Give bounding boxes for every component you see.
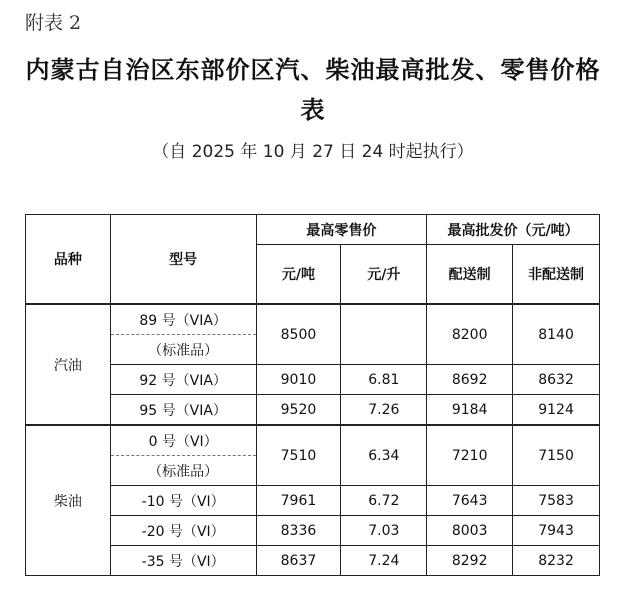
wholesale-delivery-cell: 8292 — [427, 546, 513, 576]
wholesale-non-delivery-cell: 7150 — [513, 425, 600, 486]
wholesale-delivery-cell: 9184 — [427, 395, 513, 426]
page-title-continued: 表 — [300, 95, 326, 124]
retail-liter-cell: 6.81 — [341, 365, 427, 395]
model-cell: 0 号（VI） — [110, 425, 256, 456]
header-model: 型号 — [110, 215, 256, 305]
header-yuan-per-ton: 元/吨 — [256, 245, 341, 305]
header-wholesale-group: 最高批发价（元/吨） — [427, 215, 600, 245]
effective-date: （自 2025 年 10 月 27 日 24 时起执行） — [152, 142, 474, 162]
retail-ton-cell: 8500 — [256, 304, 341, 365]
wholesale-delivery-cell: 8692 — [427, 365, 513, 395]
header-yuan-per-liter: 元/升 — [341, 245, 427, 305]
retail-liter-cell: 7.03 — [341, 516, 427, 546]
wholesale-non-delivery-cell: 8232 — [513, 546, 600, 576]
variety-gasoline: 汽油 — [26, 304, 111, 425]
retail-ton-cell: 9010 — [256, 365, 341, 395]
model-note-cell: （标准品） — [110, 456, 256, 486]
wholesale-delivery-cell: 8003 — [427, 516, 513, 546]
wholesale-non-delivery-cell: 9124 — [513, 395, 600, 426]
table-row — [26, 486, 600, 516]
header-variety: 品种 — [26, 215, 111, 305]
annex-label: 附表 2 — [25, 12, 82, 34]
model-cell: 89 号（VIA） — [110, 304, 256, 335]
price-table — [25, 214, 600, 576]
wholesale-non-delivery-cell: 7583 — [513, 486, 600, 516]
retail-ton-cell: 8637 — [256, 546, 341, 576]
retail-liter-cell — [341, 304, 427, 365]
table-row — [26, 516, 600, 546]
wholesale-delivery-cell: 7210 — [427, 425, 513, 486]
retail-ton-cell: 7961 — [256, 486, 341, 516]
wholesale-delivery-cell: 7643 — [427, 486, 513, 516]
variety-diesel: 柴油 — [26, 425, 111, 576]
model-cell: -35 号（VI） — [110, 546, 256, 576]
retail-ton-cell: 7510 — [256, 425, 341, 486]
table-row — [26, 546, 600, 576]
model-cell: 95 号（VIA） — [110, 395, 256, 426]
retail-liter-cell: 7.24 — [341, 546, 427, 576]
table-row — [26, 425, 600, 456]
retail-liter-cell: 6.34 — [341, 425, 427, 486]
model-cell: -10 号（VI） — [110, 486, 256, 516]
wholesale-delivery-cell: 8200 — [427, 304, 513, 365]
wholesale-non-delivery-cell: 8140 — [513, 304, 600, 365]
model-cell: -20 号（VI） — [110, 516, 256, 546]
table-row — [26, 365, 600, 395]
wholesale-non-delivery-cell: 7943 — [513, 516, 600, 546]
model-cell: 92 号（VIA） — [110, 365, 256, 395]
retail-ton-cell: 9520 — [256, 395, 341, 426]
header-non-delivery: 非配送制 — [513, 245, 600, 305]
retail-ton-cell: 8336 — [256, 516, 341, 546]
retail-liter-cell: 7.26 — [341, 395, 427, 426]
table-row — [26, 304, 600, 335]
wholesale-non-delivery-cell: 8632 — [513, 365, 600, 395]
table-row — [26, 395, 600, 426]
page-title: 内蒙古自治区东部价区汽、柴油最高批发、零售价格 — [25, 55, 601, 84]
model-note-cell: （标准品） — [110, 335, 256, 365]
header-retail-group: 最高零售价 — [256, 215, 427, 245]
retail-liter-cell: 6.72 — [341, 486, 427, 516]
header-delivery: 配送制 — [427, 245, 513, 305]
